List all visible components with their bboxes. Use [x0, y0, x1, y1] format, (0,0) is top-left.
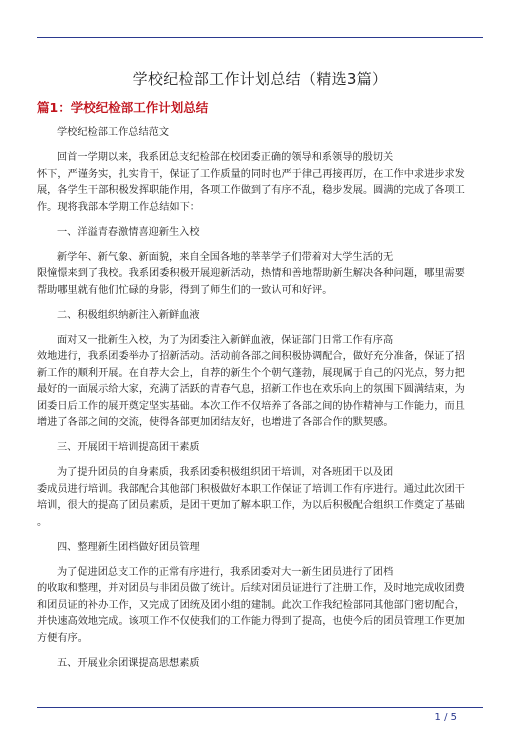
body-text-line: 二、积极组织纳新注入新鲜血液 — [57, 309, 200, 321]
body-text-line: 为了提升团员的自身素质，我系团委积极组织团干培训，对各班团干以及团 — [57, 467, 394, 478]
body-text-line: 四、整理新生团档做好团员管理 — [57, 541, 200, 553]
paragraph-gap — [37, 556, 483, 565]
body-text-line: 团委日后工作的展开奠定坚实基础。本次工作不仅培养了各部之间的协作精神与工作能力，而且 — [37, 400, 465, 412]
body-text-line: 培训，很大的提高了团员素质，是团干更加了解本职工作，为以后积极配合组织工作奠定了基础 — [37, 500, 465, 511]
body-text-line: 学校纪检部工作总结范文 — [57, 127, 170, 138]
body-text-line: 回首一学期以来，我系团总支纪检部在校团委正确的领导和系领导的殷切关 — [57, 152, 394, 163]
body-text-line: 的收取和整理，并对团员与非团员做了统计。后续对团员证进行了注册工作，及时地完成收团费 — [37, 583, 465, 594]
body-text-line: 方便有序。 — [37, 632, 88, 644]
paragraph-gap — [37, 432, 483, 441]
body-text-line: 最好的一面展示给大家，充满了活跃的青春气息，招新工作也在欢乐向上的氛围下圆满结束，为 — [37, 384, 465, 395]
header-rule — [37, 37, 483, 38]
body-text-line: 面对又一批新生入校，为了为团委注入新鲜血液，保证部门日常工作有序高 — [57, 334, 394, 346]
paragraph-gap — [37, 216, 483, 225]
body-text-line: 展，各学生干部积极发挥职能作用，各项工作做到了有序不乱，稳步发展。圆满的完成了各项工 — [37, 185, 465, 196]
body-text-line: 委成员进行培训。我部配合其他部门积极做好本职工作保证了培训工作有序进行。通过此次团干 — [37, 483, 465, 495]
body-text-line: 限憧憬来到了我校。我系团委积极开展迎新活动，热情和善地帮助新生解决各种问题，哪里需要 — [37, 268, 465, 279]
body-text-line: 作。现将我部本学期工作总结如下： — [37, 201, 200, 213]
paragraph-gap — [37, 299, 483, 308]
paragraph-gap — [37, 647, 483, 656]
body-text-line: 一、洋溢青春激情喜迎新生入校 — [57, 226, 200, 238]
paragraph-gap — [37, 324, 483, 333]
paragraph-gap — [37, 241, 483, 250]
body-text-line: 并快速高效地完成。该项工作不仅使我们的工作能力得到了提高，也使今后的团员管理工作更加 — [37, 616, 465, 627]
body-text-line: 怀下，严谨务实，扎实肯干，保证了工作质量的同时也严于律己再接再厉，在工作中求进步求发 — [37, 168, 465, 180]
document-title: 学校纪检部工作计划总结（精选3篇） — [132, 70, 388, 88]
document-body — [37, 125, 483, 672]
paragraph-gap — [37, 531, 483, 540]
body-text-line: 。 — [37, 516, 48, 528]
body-text-line: 五、开展业余团课提高思想素质 — [57, 657, 200, 669]
body-text-line: 和团员证的补办工作，又完成了团统及团小组的建制。此次工作我纪检部同其他部门密切配合， — [37, 599, 465, 611]
page-indicator: 1 / 5 — [434, 712, 457, 723]
body-text-line: 新学年、新气象、新面貌，来自全国各地的莘莘学子们带着对大学生活的无 — [57, 251, 394, 263]
body-text-line: 三、开展团干培训提高团干素质 — [57, 442, 200, 453]
footer-rule — [37, 707, 483, 708]
paragraph-gap — [37, 457, 483, 466]
body-text-line: 效地进行，我系团委举办了招新活动。活动前各部之间积极协调配合，做好充分准备，保证了招 — [37, 351, 465, 362]
paragraph-gap — [37, 142, 483, 151]
body-text-line: 为了促进团总支工作的正常有序进行，我系团委对大一新生团员进行了团档 — [57, 566, 394, 578]
body-text-line: 帮助哪里就有他们忙碌的身影，得到了师生们的一致认可和好评。 — [37, 284, 333, 296]
body-text-line: 增进了各部之间的交流，使得各部更加团结友好，也增进了各部合作的默契感。 — [37, 417, 394, 428]
section-heading: 篇1：学校纪检部工作计划总结 — [37, 100, 209, 115]
body-text-line: 新工作的顺利开展。在自荐大会上，自荐的新生个个朝气蓬勃，展现属于自己的闪光点，努力把 — [37, 367, 465, 379]
